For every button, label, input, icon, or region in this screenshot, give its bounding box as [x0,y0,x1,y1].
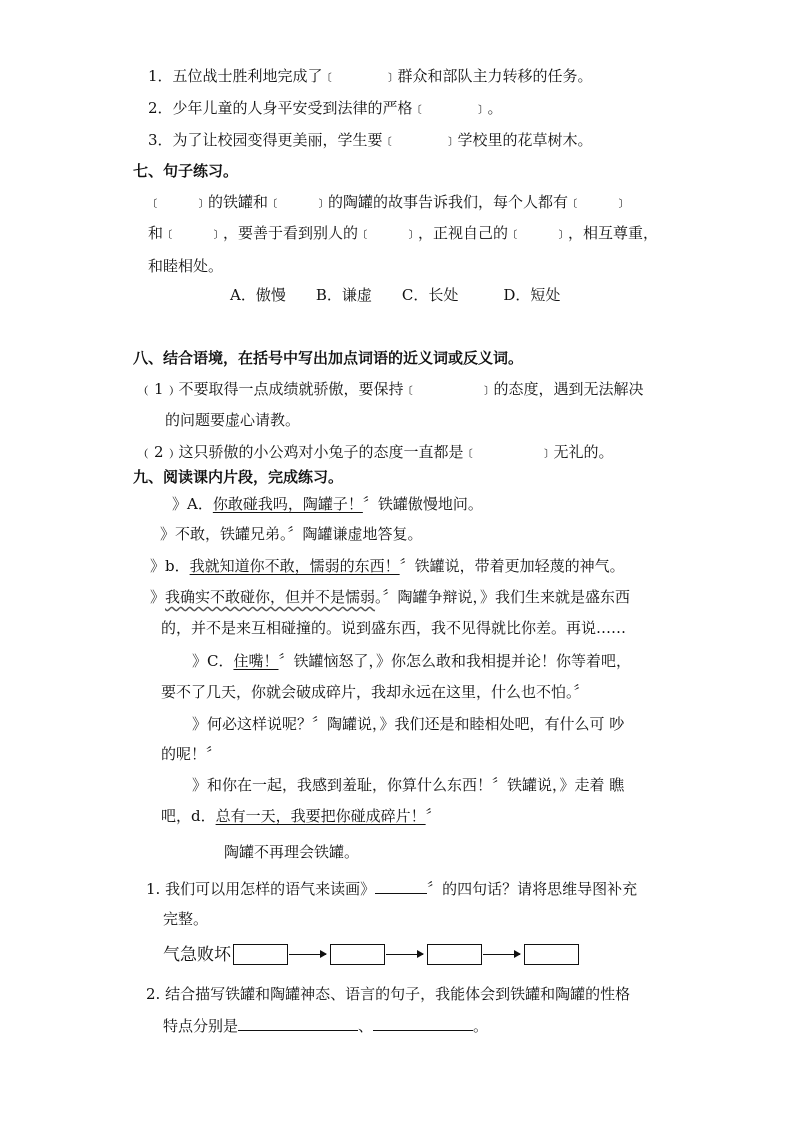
arrow-right-icon [289,954,326,955]
mind-map-box-3[interactable] [427,944,482,965]
passage-line-4: 》我确实不敢碰你，但并不是懦弱。〞陶罐争辩说，》我们生来就是盛东西 [150,588,631,606]
section-8-question-1: ﹙1﹚不要取得一点成绩就骄傲，要保持﹝ ﹞的态度，遇到无法解决 [139,380,644,398]
vocab-question-3: 3．为了让校园变得更美丽，学生要﹝ ﹞学校里的花草树木。 [148,131,593,149]
answer-blank-iron-pot[interactable] [238,1016,358,1031]
vocab-question-2: 2．少年儿童的人身平安受到法律的严格﹝ ﹞。 [148,99,503,117]
section-7-line-3: 和睦相处。 [148,257,224,275]
passage-line-2: 》不敢，铁罐兄弟。〞陶罐谦虚地答复。 [160,525,423,543]
reading-question-2: 2. 结合描写铁罐和陶罐神态、语言的句子，我能体会到铁罐和陶罐的性格 [146,985,631,1003]
passage-line-c: 》C．住嘴！〞铁罐恼怒了，》你怎么敢和我相提并论！你等着吧， [192,652,632,670]
passage-line-d: 吧，d．总有一天，我要把你碰成碎片！〞 [161,807,441,825]
underlined-sentence-a: 你敢碰我吗，陶罐子！ [212,495,363,513]
underlined-sentence-d: 总有一天，我要把你碰成碎片！ [215,807,426,825]
section-8-question-2: ﹙2﹚这只骄傲的小公鸡对小兔子的态度一直都是﹝ ﹞无礼的。 [139,443,614,461]
vocab-question-1: 1．五位战士胜利地完成了﹝ ﹞群众和部队主力转移的任务。 [148,67,593,85]
section-7-line-1: ﹝ ﹞的铁罐和﹝ ﹞的陶罐的故事告诉我们，每个人都有﹝ ﹞ [148,193,629,211]
section-7-title: 七、句子练习。 [133,162,239,180]
passage-line-7: 》和你在一起，我感到羞耻，你算什么东西！〞铁罐说，》走着 瞧 [192,776,625,794]
section-8-question-1-cont: 的问题要虚心请教。 [165,411,301,429]
mind-map-start-label: 气急败坏 [163,945,231,965]
passage-line-8: 陶罐不再理会铁罐。 [224,843,360,861]
arrow-right-icon [483,954,520,955]
reading-question-1-cont: 完整。 [163,910,209,928]
wavy-underlined-sentence: 我确实不敢碰你，但并不是懦弱 [165,588,376,606]
passage-line-6-cont: 的呢！〞 [161,745,222,763]
passage-line-5-cont: 要不了几天，你就会破成碎片，我却永远在这里，什么也不怕。〞 [161,683,589,701]
passage-line-b: 》b．我就知道你不敢，懦弱的东西！〞铁罐说，带着更加轻蔑的神气。 [150,557,625,575]
reading-question-1: 1. 我们可以用怎样的语气来读画》 〞的四句话？请将思维导图补充 [146,880,638,898]
passage-line-a: 》A．你敢碰我吗，陶罐子！〞铁罐傲慢地问。 [172,495,483,513]
passage-line-4-cont: 的，并不是来互相碰撞的。说到盛东西，我不见得就比你差。再说…… [161,619,627,637]
answer-blank[interactable] [375,879,427,894]
answer-blank-clay-pot[interactable] [373,1016,473,1031]
underlined-sentence-b: 我就知道你不敢，懦弱的东西！ [189,557,400,575]
mind-map-box-4[interactable] [524,944,579,965]
section-7-options: A．傲慢 B．谦虚 C．长处 D．短处 [230,286,561,304]
reading-question-2-cont: 特点分别是 、 。 [163,1017,489,1035]
mind-map-box-2[interactable] [330,944,385,965]
section-7-line-2: 和﹝ ﹞，要善于看到别人的﹝ ﹞，正视自己的﹝ ﹞，相互尊重， [148,224,659,242]
section-8-title: 八、结合语境，在括号中写出加点词语的近义词或反义词。 [133,349,524,367]
arrow-right-icon [386,954,423,955]
section-9-title: 九、阅读课内片段，完成练习。 [133,468,344,486]
underlined-sentence-c: 住嘴！ [233,652,279,670]
mind-map-box-1[interactable] [233,944,288,965]
passage-line-6: 》何必这样说呢？〞陶罐说，》我们还是和睦相处吧，有什么可 吵 [192,715,625,733]
